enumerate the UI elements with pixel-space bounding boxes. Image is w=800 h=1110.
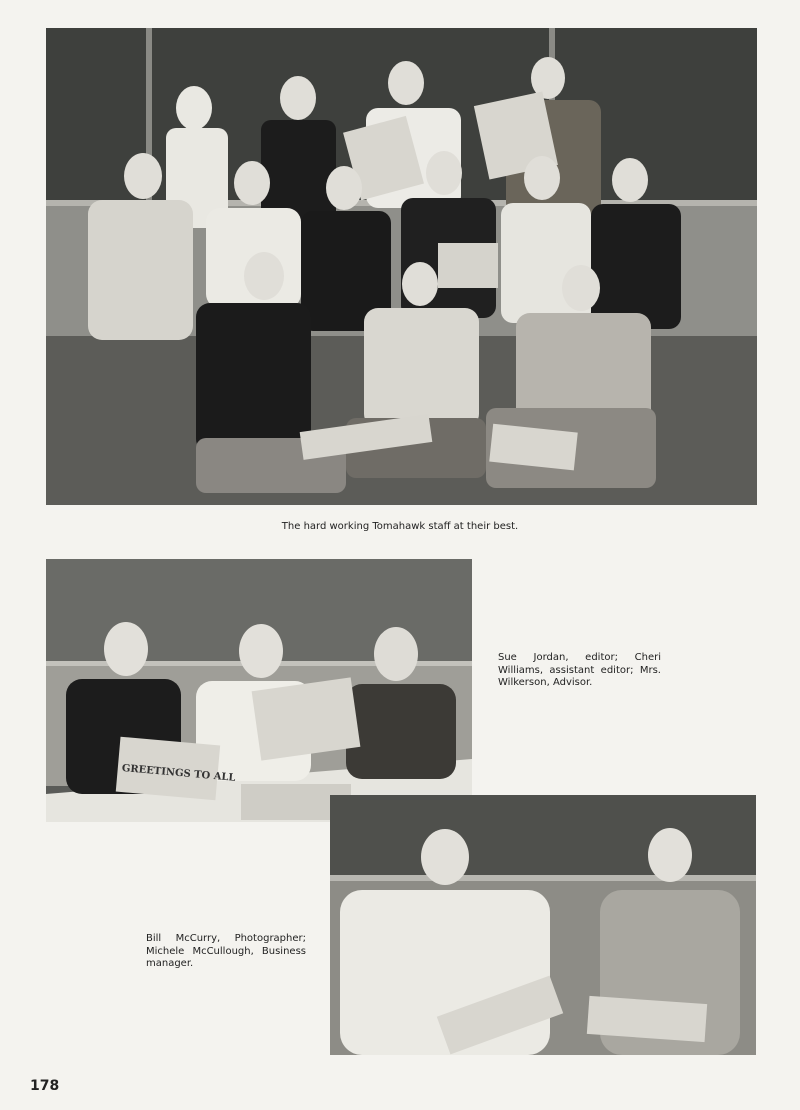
editors-photo-art [46, 559, 472, 822]
photographer-photo-caption: Bill McCurry, Photographer; Michele McCullough, Business manager. [146, 933, 306, 969]
staff-group-photo [46, 28, 757, 505]
photographer-photo [330, 795, 756, 1055]
editors-photo [46, 559, 472, 822]
staff-group-photo-art [46, 28, 757, 505]
editors-photo-caption: Sue Jordan, editor; Cheri Williams, assistant editor; Mrs. Wilkerson, Advisor. [498, 652, 661, 688]
staff-photo-caption: The hard working Tomahawk staff at their best. [281, 521, 519, 532]
photographer-photo-art [330, 795, 756, 1055]
page-number: 178 [30, 1078, 60, 1094]
newspaper-headline: GREETINGS TO ALL [121, 762, 236, 784]
